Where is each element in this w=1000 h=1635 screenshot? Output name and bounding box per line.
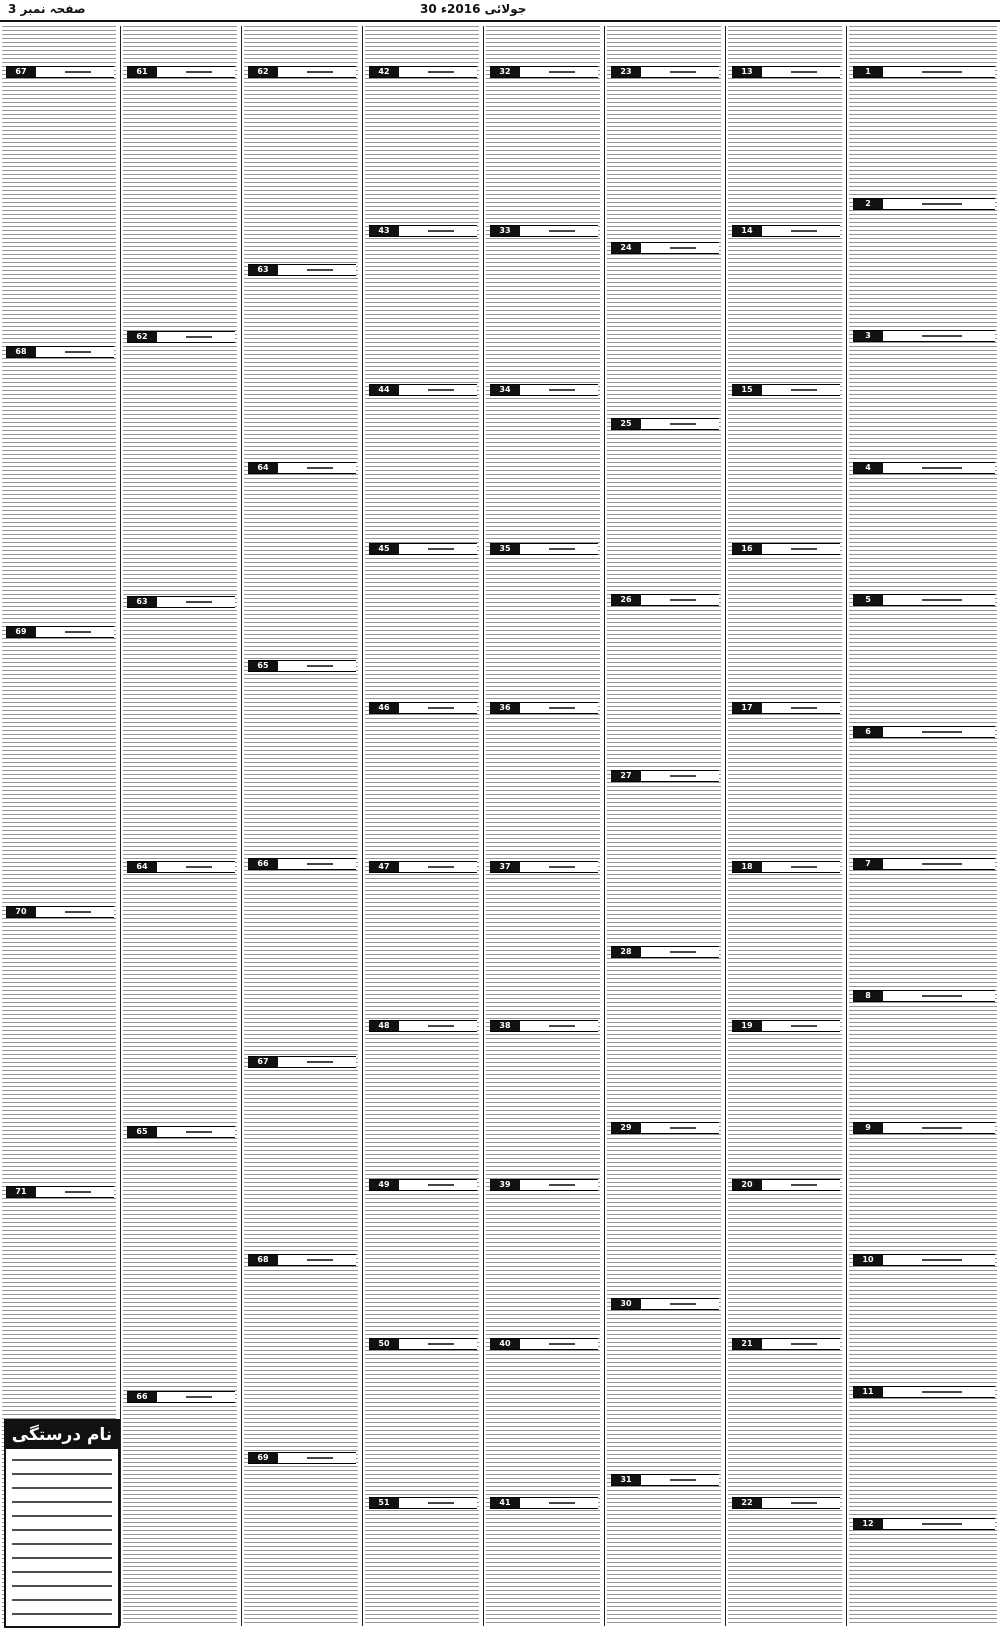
ad-header [853,858,995,870]
ad-caption [893,727,991,737]
ad-caption [288,1057,352,1067]
ad-header [611,1474,719,1486]
ad-caption [288,265,352,275]
ad-caption [651,771,715,781]
ad-header [490,225,598,237]
ad-header [853,462,995,474]
ad-number-badge: 21 [732,1339,762,1349]
ad-header [248,462,356,474]
ad-header [369,66,477,78]
ad-header [6,906,114,918]
ad-header [853,198,995,210]
ad-number-badge: 33 [490,226,520,236]
ad-header [127,1126,235,1138]
ad-number-badge: 46 [369,703,399,713]
ad-header [490,384,598,396]
ad-caption [167,67,231,77]
ad-caption [651,419,715,429]
ad-caption [167,597,231,607]
ad-number-badge: 64 [248,463,278,473]
ad-header [248,264,356,276]
ad-header [853,330,995,342]
column-text [365,26,479,1626]
ad-header [248,66,356,78]
ad-header [732,225,840,237]
ad-caption [530,862,594,872]
ad-caption [530,1180,594,1190]
ad-number-badge: 35 [490,544,520,554]
ad-number-badge: 40 [490,1339,520,1349]
ad-caption [46,627,110,637]
ad-number-badge: 49 [369,1180,399,1190]
ad-caption [772,1180,836,1190]
ad-caption [893,991,991,1001]
page-number: صفحہ نمبر 3 [8,2,86,16]
ad-header [611,946,719,958]
masthead-rule [0,20,1000,22]
ad-caption [772,1021,836,1031]
ad-header [6,626,114,638]
ad-caption [288,1453,352,1463]
ad-caption [651,1299,715,1309]
ad-header [732,702,840,714]
ad-number-badge: 36 [490,703,520,713]
ad-header [611,66,719,78]
ad-number-badge: 24 [611,243,641,253]
ad-header [853,990,995,1002]
ad-caption [530,67,594,77]
ad-caption [651,1123,715,1133]
ad-header [369,1020,477,1032]
ad-caption [772,862,836,872]
ad-caption [409,1021,473,1031]
ad-caption [46,1187,110,1197]
ad-number-badge: 68 [6,347,36,357]
ad-header [732,384,840,396]
ad-number-badge: 9 [853,1123,883,1133]
ad-header [853,1518,995,1530]
ad-header [732,1020,840,1032]
ad-caption [893,1387,991,1397]
ad-caption [409,1498,473,1508]
ad-header [248,1254,356,1266]
ad-number-badge: 48 [369,1021,399,1031]
name-correction-notice [4,1419,120,1628]
ad-number-badge: 18 [732,862,762,872]
ad-caption [893,1519,991,1529]
ad-caption [409,862,473,872]
ad-header [248,1056,356,1068]
ad-number-badge: 39 [490,1180,520,1190]
ad-header [369,1338,477,1350]
column-8 [847,26,999,1626]
ad-number-badge: 38 [490,1021,520,1031]
ad-header [490,1020,598,1032]
ad-header [611,594,719,606]
column-7 [726,26,844,1626]
ad-number-badge: 61 [127,67,157,77]
ad-caption [409,385,473,395]
ad-caption [530,1339,594,1349]
ad-caption [46,347,110,357]
ad-header [732,1179,840,1191]
ad-number-badge: 34 [490,385,520,395]
ad-caption [167,332,231,342]
ad-number-badge: 29 [611,1123,641,1133]
ad-caption [651,947,715,957]
ad-caption [288,859,352,869]
ad-number-badge: 10 [853,1255,883,1265]
ad-number-badge: 20 [732,1180,762,1190]
ad-number-badge: 12 [853,1519,883,1529]
ad-number-badge: 62 [127,332,157,342]
ad-header [732,1497,840,1509]
ad-caption [651,1475,715,1485]
ad-number-badge: 19 [732,1021,762,1031]
ad-caption [651,67,715,77]
notice-body [12,1459,112,1618]
ad-number-badge: 14 [732,226,762,236]
column-6 [605,26,723,1626]
ad-header [369,1497,477,1509]
ad-header [732,1338,840,1350]
ad-caption [409,67,473,77]
ad-number-badge: 2 [853,199,883,209]
ad-caption [530,703,594,713]
ad-header [369,543,477,555]
ad-caption [772,1339,836,1349]
ad-number-badge: 31 [611,1475,641,1485]
ad-number-badge: 64 [127,862,157,872]
column-2 [121,26,239,1626]
ad-number-badge: 47 [369,862,399,872]
column-text [486,26,600,1626]
ad-header [6,66,114,78]
ad-header [248,858,356,870]
column-text [607,26,721,1626]
ad-caption [530,1498,594,1508]
ad-number-badge: 67 [248,1057,278,1067]
ad-caption [409,1180,473,1190]
ad-number-badge: 8 [853,991,883,1001]
ad-number-badge: 70 [6,907,36,917]
ad-caption [893,1123,991,1133]
ad-caption [530,1021,594,1031]
ad-header [611,418,719,430]
ad-number-badge: 23 [611,67,641,77]
ad-number-badge: 65 [127,1127,157,1137]
ad-caption [167,1392,231,1402]
ad-header [127,331,235,343]
ad-number-badge: 28 [611,947,641,957]
ad-caption [46,67,110,77]
ad-caption [651,595,715,605]
ad-header [853,1122,995,1134]
ad-number-badge: 5 [853,595,883,605]
ad-header [127,596,235,608]
ad-number-badge: 63 [127,597,157,607]
ad-number-badge: 25 [611,419,641,429]
ad-caption [530,226,594,236]
ad-caption [409,703,473,713]
ad-caption [288,661,352,671]
ad-number-badge: 13 [732,67,762,77]
ad-header [611,1298,719,1310]
ad-caption [893,595,991,605]
ad-number-badge: 27 [611,771,641,781]
ad-number-badge: 15 [732,385,762,395]
column-3 [242,26,360,1626]
ad-caption [651,243,715,253]
ad-header [127,66,235,78]
ad-number-badge: 30 [611,1299,641,1309]
ad-number-badge: 11 [853,1387,883,1397]
column-1 [0,26,118,1626]
ad-number-badge: 3 [853,331,883,341]
ad-header [732,66,840,78]
ad-number-badge: 4 [853,463,883,473]
column-text [728,26,842,1626]
ad-number-badge: 26 [611,595,641,605]
ad-header [490,543,598,555]
ad-header [853,1254,995,1266]
ad-number-badge: 51 [369,1498,399,1508]
ad-number-badge: 69 [248,1453,278,1463]
ad-caption [530,544,594,554]
ad-number-badge: 66 [248,859,278,869]
ad-caption [772,385,836,395]
ad-number-badge: 44 [369,385,399,395]
ad-caption [409,544,473,554]
column-text [123,26,237,1626]
ad-header [853,594,995,606]
ad-caption [893,463,991,473]
ad-caption [893,199,991,209]
ad-header [611,242,719,254]
ad-header [490,1338,598,1350]
ad-header [127,861,235,873]
ad-number-badge: 66 [127,1392,157,1402]
ad-header [369,225,477,237]
ad-caption [893,67,991,77]
ad-header [248,660,356,672]
ad-number-badge: 43 [369,226,399,236]
ad-header [490,66,598,78]
ad-caption [167,1127,231,1137]
ad-header [369,1179,477,1191]
ad-number-badge: 7 [853,859,883,869]
ad-header [490,1497,598,1509]
ad-header [369,702,477,714]
ad-header [6,1186,114,1198]
ad-number-badge: 37 [490,862,520,872]
ad-number-badge: 22 [732,1498,762,1508]
column-4 [363,26,481,1626]
ad-caption [772,1498,836,1508]
ad-header [369,861,477,873]
ad-number-badge: 68 [248,1255,278,1265]
ad-caption [893,859,991,869]
column-text [2,26,116,1626]
ad-header [248,1452,356,1464]
ad-header [611,770,719,782]
ad-number-badge: 16 [732,544,762,554]
ad-number-badge: 63 [248,265,278,275]
date-line: 30 جولائی 2016ء [420,2,527,16]
ad-header [127,1391,235,1403]
ad-caption [893,331,991,341]
ad-header [611,1122,719,1134]
ad-number-badge: 41 [490,1498,520,1508]
ad-caption [772,544,836,554]
ad-number-badge: 17 [732,703,762,713]
ad-number-badge: 69 [6,627,36,637]
ad-caption [46,907,110,917]
ad-header [6,346,114,358]
ad-caption [167,862,231,872]
ad-caption [288,463,352,473]
ad-caption [772,703,836,713]
ad-number-badge: 42 [369,67,399,77]
ad-caption [288,1255,352,1265]
ad-header [732,543,840,555]
ad-caption [409,1339,473,1349]
ad-caption [409,226,473,236]
ad-header [490,861,598,873]
ad-header [853,726,995,738]
column-5 [484,26,602,1626]
ad-header [369,384,477,396]
ad-number-badge: 50 [369,1339,399,1349]
ad-caption [288,67,352,77]
ad-header [490,702,598,714]
ad-number-badge: 62 [248,67,278,77]
ad-caption [772,67,836,77]
ad-number-badge: 71 [6,1187,36,1197]
ad-number-badge: 67 [6,67,36,77]
ad-header [853,66,995,78]
ad-header [853,1386,995,1398]
ad-number-badge: 45 [369,544,399,554]
ad-number-badge: 6 [853,727,883,737]
ad-caption [893,1255,991,1265]
ad-header [490,1179,598,1191]
ad-number-badge: 1 [853,67,883,77]
ad-number-badge: 32 [490,67,520,77]
ad-header [732,861,840,873]
ad-caption [530,385,594,395]
ad-number-badge: 65 [248,661,278,671]
notice-title: نام درستگی [6,1421,118,1449]
masthead [0,0,1000,20]
ad-caption [772,226,836,236]
